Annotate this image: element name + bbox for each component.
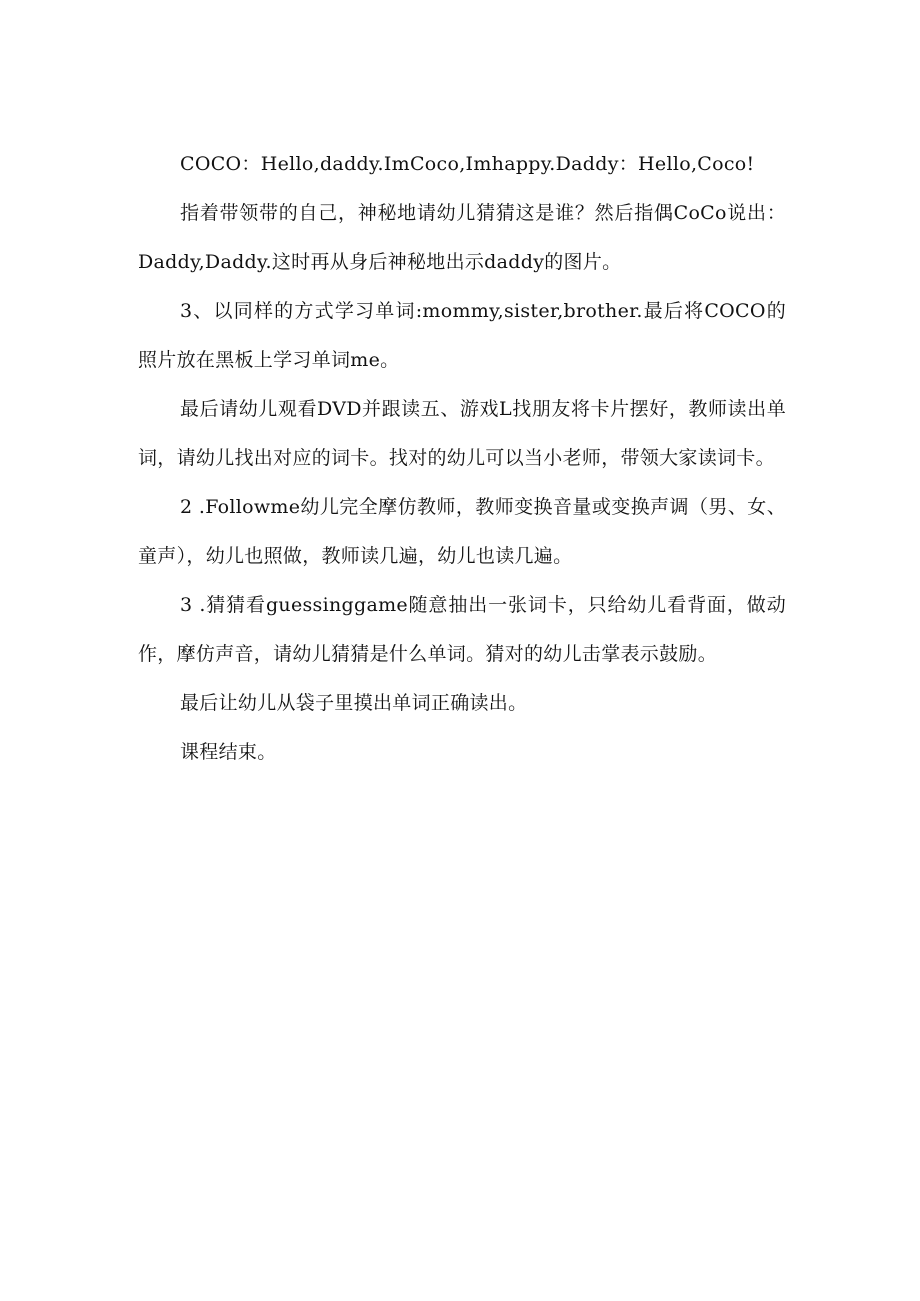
paragraph-class-end: 课程结束。: [180, 741, 277, 763]
paragraph-guessing-game: 3 .猜猜看guessinggame随意抽出一张词卡，只给幼儿看背面，做动作，摩仿声音，请幼儿猜猜是什么单词。猜对的幼儿击掌表示鼓励。: [138, 594, 786, 665]
paragraph-dialogue: COCO：Hello,daddy.ImCoco,Imhappy.Daddy：Hello,Coco!: [180, 153, 755, 175]
paragraph-guess-daddy: 指着带领带的自己，神秘地请幼儿猜猜这是谁？然后指偶CoCo说出：Daddy,Daddy.这时再从身后神秘地出示daddy的图片。: [138, 202, 786, 273]
document-body: [138, 140, 786, 777]
paragraph-read-words: 最后让幼儿从袋子里摸出单词正确读出。: [180, 692, 528, 714]
paragraph-find-friends: 最后请幼儿观看DVD并跟读五、游戏L找朋友将卡片摆好，教师读出单词，请幼儿找出对应的词卡。找对的幼儿可以当小老师，带领大家读词卡。: [138, 398, 786, 469]
paragraph-learn-words: 3、以同样的方式学习单词:mommy,sister,brother.最后将COCO的照片放在黑板上学习单词me。: [138, 300, 786, 371]
paragraph-follow-me: 2 .Followme幼儿完全摩仿教师，教师变换音量或变换声调（男、女、童声），幼儿也照做，教师读几遍，幼儿也读几遍。: [138, 496, 786, 567]
